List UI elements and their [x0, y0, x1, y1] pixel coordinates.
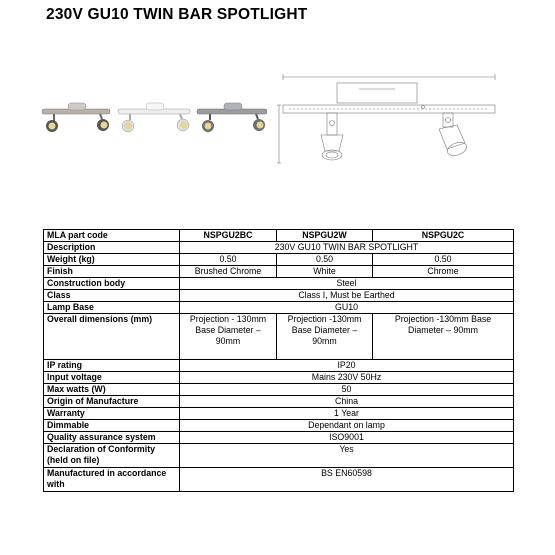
spec-value: 230V GU10 TWIN BAR SPOTLIGHT	[180, 242, 514, 254]
spec-label: Manufactured in accordance with	[44, 468, 180, 492]
spec-label: Declaration of Conformity (held on file)	[44, 444, 180, 468]
spec-label: Max watts (W)	[44, 384, 180, 396]
spec-value: Dependant on lamp	[180, 420, 514, 432]
spec-value: 50	[180, 384, 514, 396]
spec-row-part-code	[44, 230, 514, 242]
spec-label: MLA part code	[44, 230, 180, 242]
spec-row-description	[44, 242, 514, 254]
spec-value: Class I, Must be Earthed	[180, 290, 514, 302]
product-photo-brushed-chrome	[42, 103, 110, 132]
spec-label: Weight (kg)	[44, 254, 180, 266]
product-photo-chrome	[197, 103, 267, 132]
spec-label: Warranty	[44, 408, 180, 420]
spec-row-weight	[44, 254, 514, 266]
spec-value: White	[277, 266, 373, 278]
spec-value: 1 Year	[180, 408, 514, 420]
spec-value: Steel	[180, 278, 514, 290]
spec-value: 0.50	[180, 254, 277, 266]
spec-value: Projection -130mm Base Diameter – 90mm	[277, 314, 373, 360]
technical-drawing	[275, 65, 525, 175]
spec-row-conformity	[44, 444, 514, 468]
spec-row-dimensions	[44, 314, 514, 360]
spec-row-input-voltage	[44, 372, 514, 384]
spec-label: Construction body	[44, 278, 180, 290]
spec-row-manufactured	[44, 468, 514, 492]
spec-label: Class	[44, 290, 180, 302]
spec-value: Chrome	[373, 266, 514, 278]
spec-value: Projection - 130mm Base Diameter – 90mm	[180, 314, 277, 360]
part-code-chrome: NSPGU2C	[373, 230, 514, 242]
spec-label: Lamp Base	[44, 302, 180, 314]
page-title: 230V GU10 TWIN BAR SPOTLIGHT	[46, 6, 308, 23]
spec-value: 0.50	[373, 254, 514, 266]
spec-value: 0.50	[277, 254, 373, 266]
spec-row-finish	[44, 266, 514, 278]
spec-value: ISO9001	[180, 432, 514, 444]
part-code-brushed-chrome: NSPGU2BC	[180, 230, 277, 242]
spec-label: Quality assurance system	[44, 432, 180, 444]
spec-label: Input voltage	[44, 372, 180, 384]
part-code-white: NSPGU2W	[277, 230, 373, 242]
spec-value: Mains 230V 50Hz	[180, 372, 514, 384]
spec-row-ip-rating	[44, 360, 514, 372]
spec-row-origin	[44, 396, 514, 408]
spec-label: IP rating	[44, 360, 180, 372]
spec-label: Finish	[44, 266, 180, 278]
spec-value: BS EN60598	[180, 468, 514, 492]
spec-label: Dimmable	[44, 420, 180, 432]
spec-value: GU10	[180, 302, 514, 314]
spec-value: Projection -130mm Base Diameter – 90mm	[373, 314, 514, 360]
spec-label: Description	[44, 242, 180, 254]
spec-row-max-watts	[44, 384, 514, 396]
spec-value: Yes	[180, 444, 514, 468]
spec-value: IP20	[180, 360, 514, 372]
product-photos	[42, 95, 267, 145]
spec-label: Origin of Manufacture	[44, 396, 180, 408]
spec-row-class	[44, 290, 514, 302]
spec-value: Brushed Chrome	[180, 266, 277, 278]
spec-row-quality	[44, 432, 514, 444]
spec-table	[43, 229, 514, 492]
product-photo-white	[118, 103, 190, 132]
spec-row-construction	[44, 278, 514, 290]
spec-row-dimmable	[44, 420, 514, 432]
spec-label: Overall dimensions (mm)	[44, 314, 180, 360]
spec-value: China	[180, 396, 514, 408]
spec-row-lamp-base	[44, 302, 514, 314]
spec-row-warranty	[44, 408, 514, 420]
